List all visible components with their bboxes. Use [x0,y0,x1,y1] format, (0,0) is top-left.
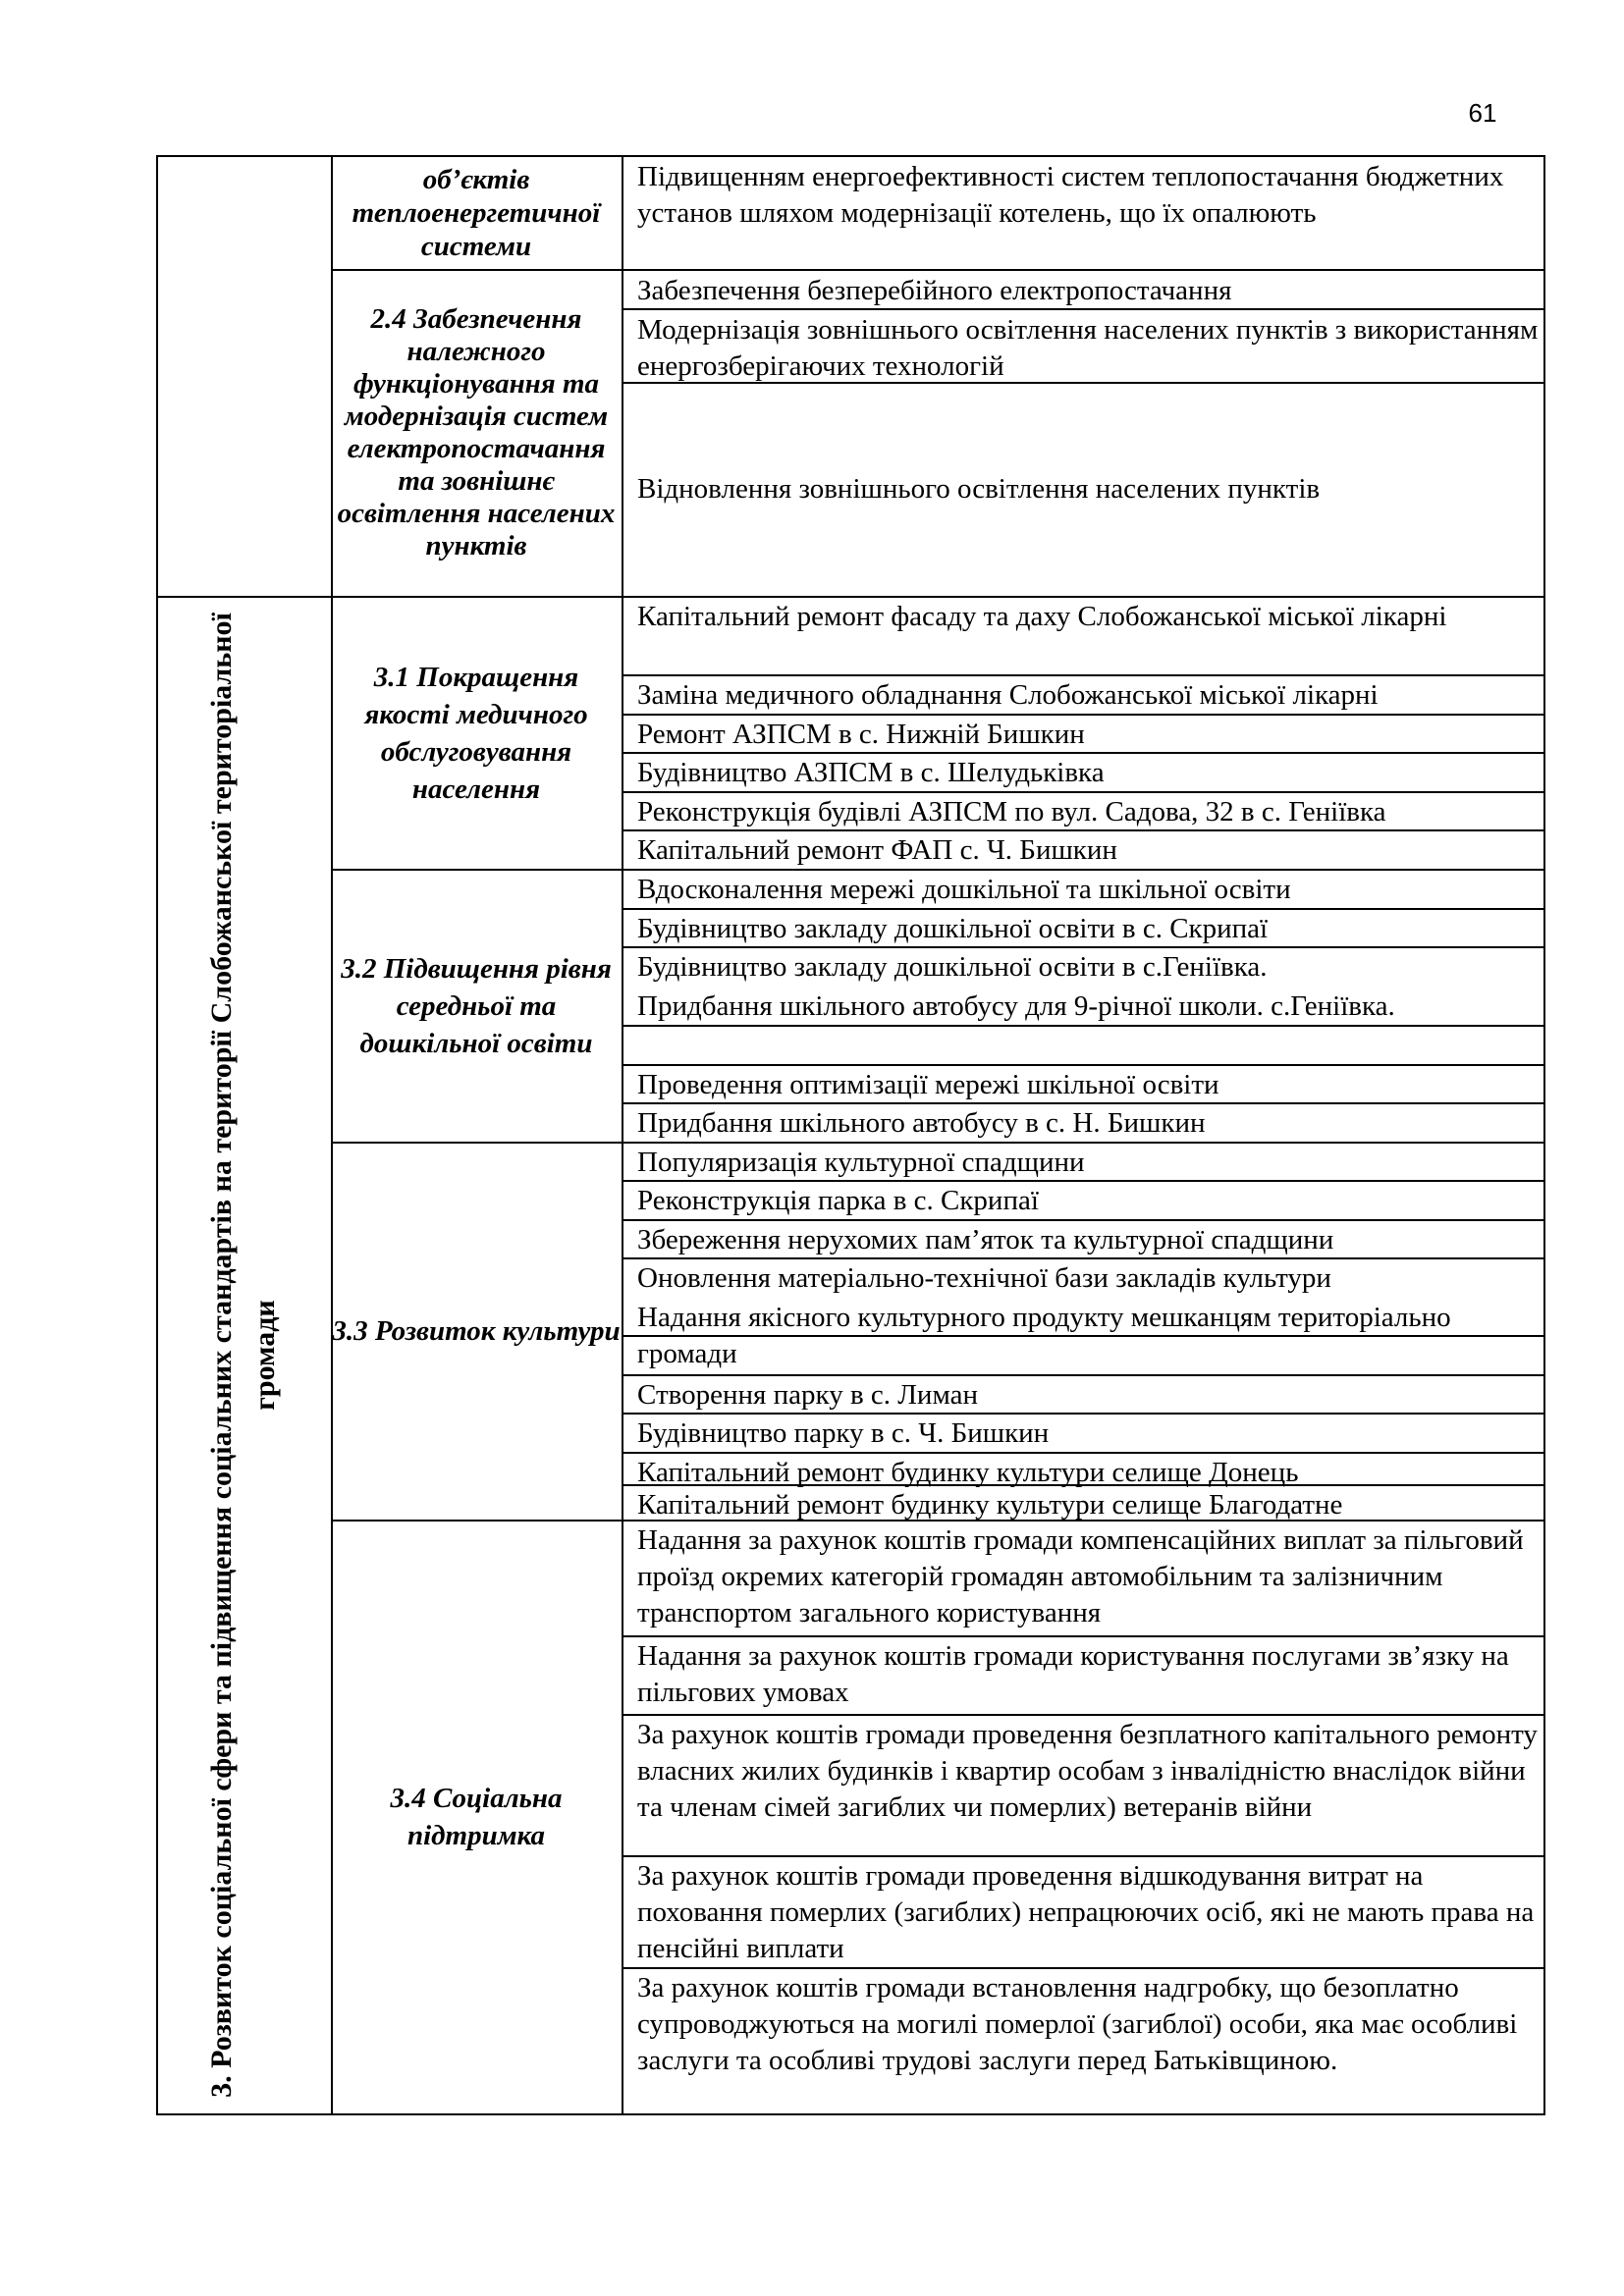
objective-cell [331,1522,622,2112]
measure-item: Реконструкція парка в с. Скрипаї [637,1185,1039,1216]
table-border-bottom [156,2113,1545,2115]
measure-divider [622,1635,1545,1637]
measure-divider [622,1374,1545,1376]
measure-item: Збереження нерухомих пам’яток та культурної спадщини [637,1224,1334,1255]
measure-item: Підвищенням енергоефективності систем теплопостачання бюджетних установ шляхом модернізації котелень, що їх опалюють [637,161,1504,229]
objective-cell [331,871,622,1141]
objective-cell [331,159,622,267]
measure-item: Відновлення зовнішнього освітлення населених пунктів [637,473,1321,505]
objective-label: 3.1 Покращення якості медичного обслуговування населення [364,661,588,805]
measure-divider [622,1064,1545,1066]
measure-divider [622,791,1545,793]
measure-item: Капітальний ремонт будинку культури селище Благодатне [637,1489,1343,1521]
table-border-top [156,155,1545,157]
measure-item: За рахунок коштів громади проведення безплатного капітального ремонту власних жилих будинків і квартир особам з інвалідністю внаслідок війни та членам сімей загиблих чи померлих) ветеранів війни [637,1719,1538,1823]
measure-item: Заміна медичного обладнання Слобожанської міської лікарні [637,679,1379,711]
measure-item: Придбання шкільного автобусу для 9-річної школи. с.Геніївка. [637,990,1395,1022]
measure-divider [622,1967,1545,1969]
page-number: 61 [1468,98,1497,128]
measure-item: Створення парку в с. Лиман [637,1379,978,1411]
objective-cell [331,271,622,595]
measure-divider [622,1855,1545,1857]
objective-label: 3.3 Розвиток культури [332,1315,621,1347]
measure-item: Надання за рахунок коштів громади компенсаційних виплат за пільговий проїзд окремих категорій громадян автомобільним та залізничним транспортом загального користування [637,1524,1524,1629]
objective-label: 3.4 Соціальна підтримка [390,1783,563,1851]
measure-item: Ремонт АЗПСМ в с. Нижній Бишкин [637,719,1085,750]
objective-label: об’єктів теплоенергетичної системи [352,164,601,262]
measure-item: Модернізація зовнішнього освітлення населених пунктів з використанням енергозберігаючих технологій [637,314,1539,382]
measure-item: За рахунок коштів громади встановлення надгробку, що безоплатно супроводжуються на могилі померлої (загиблої) особи, яка має особливі заслуги та особливі трудові заслуги перед Батьківщиною. [637,1972,1518,2076]
measure-item: Капітальний ремонт ФАП с. Ч. Бишкин [637,834,1117,866]
goal-title: 3. Розвиток соціальної сфери та підвищення соціальних стандартів на території Слобожанської територіальної громади [205,613,281,2098]
measure-item: Реконструкція будівлі АЗПСМ по вул. Садова, 32 в с. Геніївка [637,796,1386,828]
strategy-table [156,155,1545,2115]
measure-item: Надання за рахунок коштів громади користування послугами зв’язку на пільгових умовах [637,1640,1509,1708]
measure-item: Будівництво парку в с. Ч. Бишкин [637,1417,1050,1449]
objective-label: 3.2 Підвищення рівня середньої та дошкільної освіти [341,952,612,1059]
measure-item: Будівництво закладу дошкільної освіти в с. Скрипаї [637,913,1269,944]
measure-item: Капітальний ремонт будинку культури селище Донець [637,1457,1299,1488]
measure-item: За рахунок коштів громади проведення відшкодування витрат на поховання померлих (загиблих) непрацюючих осіб, які не мають права на пенсійні виплати [637,1860,1535,1964]
measure-item: Будівництво закладу дошкільної освіти в с.Геніївка. [637,951,1268,983]
column-divider-objective [622,155,623,2115]
measure-item: Забезпечення безперебійного електропостачання [637,275,1232,306]
measure-item: Придбання шкільного автобусу в с. Н. Бишкин [637,1107,1206,1139]
measure-item: Вдосконалення мережі дошкільної та шкільної освіти [637,874,1291,905]
measure-divider [622,1025,1545,1027]
measure-item: Будівництво АЗПСМ в с. Шелудьківка [637,757,1105,788]
measure-divider [622,1219,1545,1221]
measure-divider [622,1452,1545,1454]
table-border-right [1543,155,1545,2115]
objective-cell [331,1144,622,1519]
measure-divider [622,1714,1545,1716]
measure-item: Проведення оптимізації мережі шкільної освіти [637,1069,1219,1100]
measure-item: Популяризація культурної спадщини [637,1147,1085,1178]
objective-cell [331,598,622,868]
measure-item: Надання якісного культурного продукту мешканцям територіально громади [637,1302,1451,1369]
measure-divider [622,908,1545,910]
measure-item: Капітальний ремонт фасаду та даху Слобожанської міської лікарні [637,601,1447,632]
measure-divider [622,674,1545,676]
measure-divider [622,714,1545,716]
measure-item: Оновлення матеріально-технічної бази закладів культури [637,1262,1331,1294]
objective-label: 2.4 Забезпечення належного функціонування та модернізація систем електропостачання та зовнішнє освітлення населених пунктів [337,303,616,561]
